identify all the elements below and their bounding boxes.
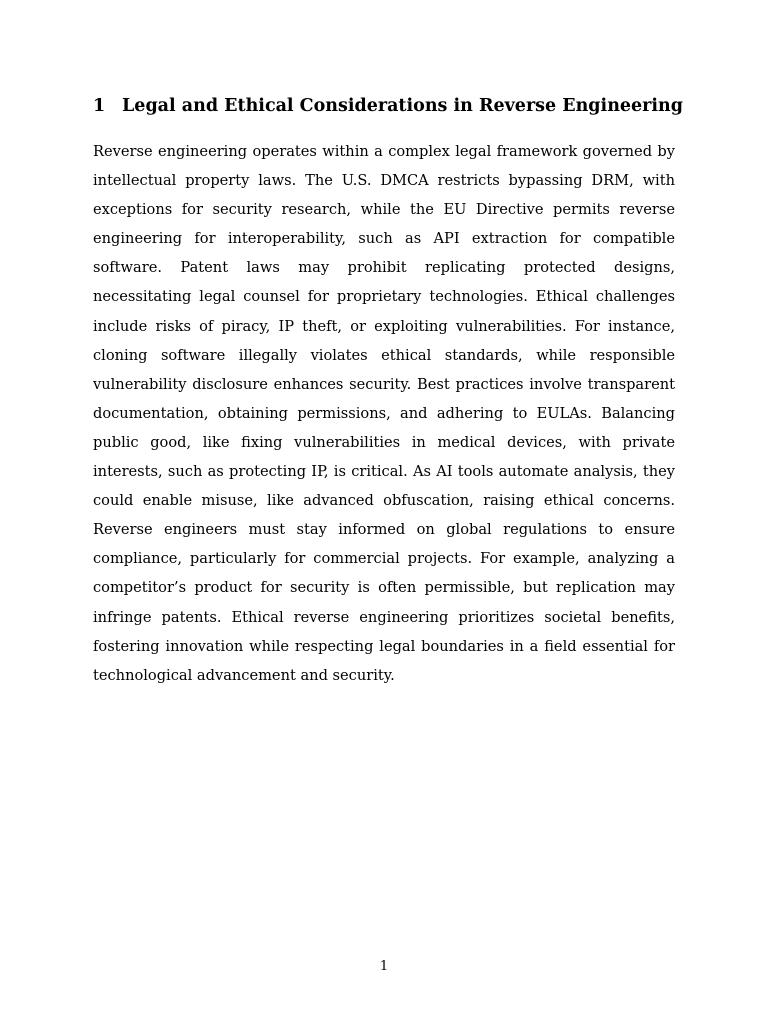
section-heading [93, 94, 693, 118]
section-number: 1 [93, 96, 106, 116]
page-number: 1 [379, 959, 389, 974]
section-title: Legal and Ethical Considerations in Reverse Engineering [122, 96, 684, 116]
section-body-paragraph: Reverse engineering operates within a complex legal framework governed by intellectual property laws. The U.S. DMCA restricts bypassing DRM, with exceptions for security research, while the EU Directive permits reverse engineering for interoperability, such as API extraction for compatible software. Patent laws may prohibit replicating protected designs, necessitating legal counsel for proprietary technologies. Ethical challenges include risks of piracy, IP theft, or exploiting vulnerabilities. For instance, cloning software illegally violates ethical standards, while responsible vulnerability disclosure enhances security. Best practices involve transparent documentation, obtaining permissions, and adhering to EULAs. Balancing public good, like fixing vulnerabilities in medical devices, with private interests, such as protecting IP, is critical. As AI tools automate analysis, they could enable misuse, like advanced obfuscation, raising ethical concerns. Reverse engineers must stay informed on global regulations to ensure compliance, particularly for commercial projects. For example, analyzing a competitor’s product for security is often permissible, but replication may infringe patents. Ethical reverse engineering prioritizes societal benefits, fostering innovation while respecting legal boundaries in a field essential for technological advancement and security. [93, 143, 675, 684]
